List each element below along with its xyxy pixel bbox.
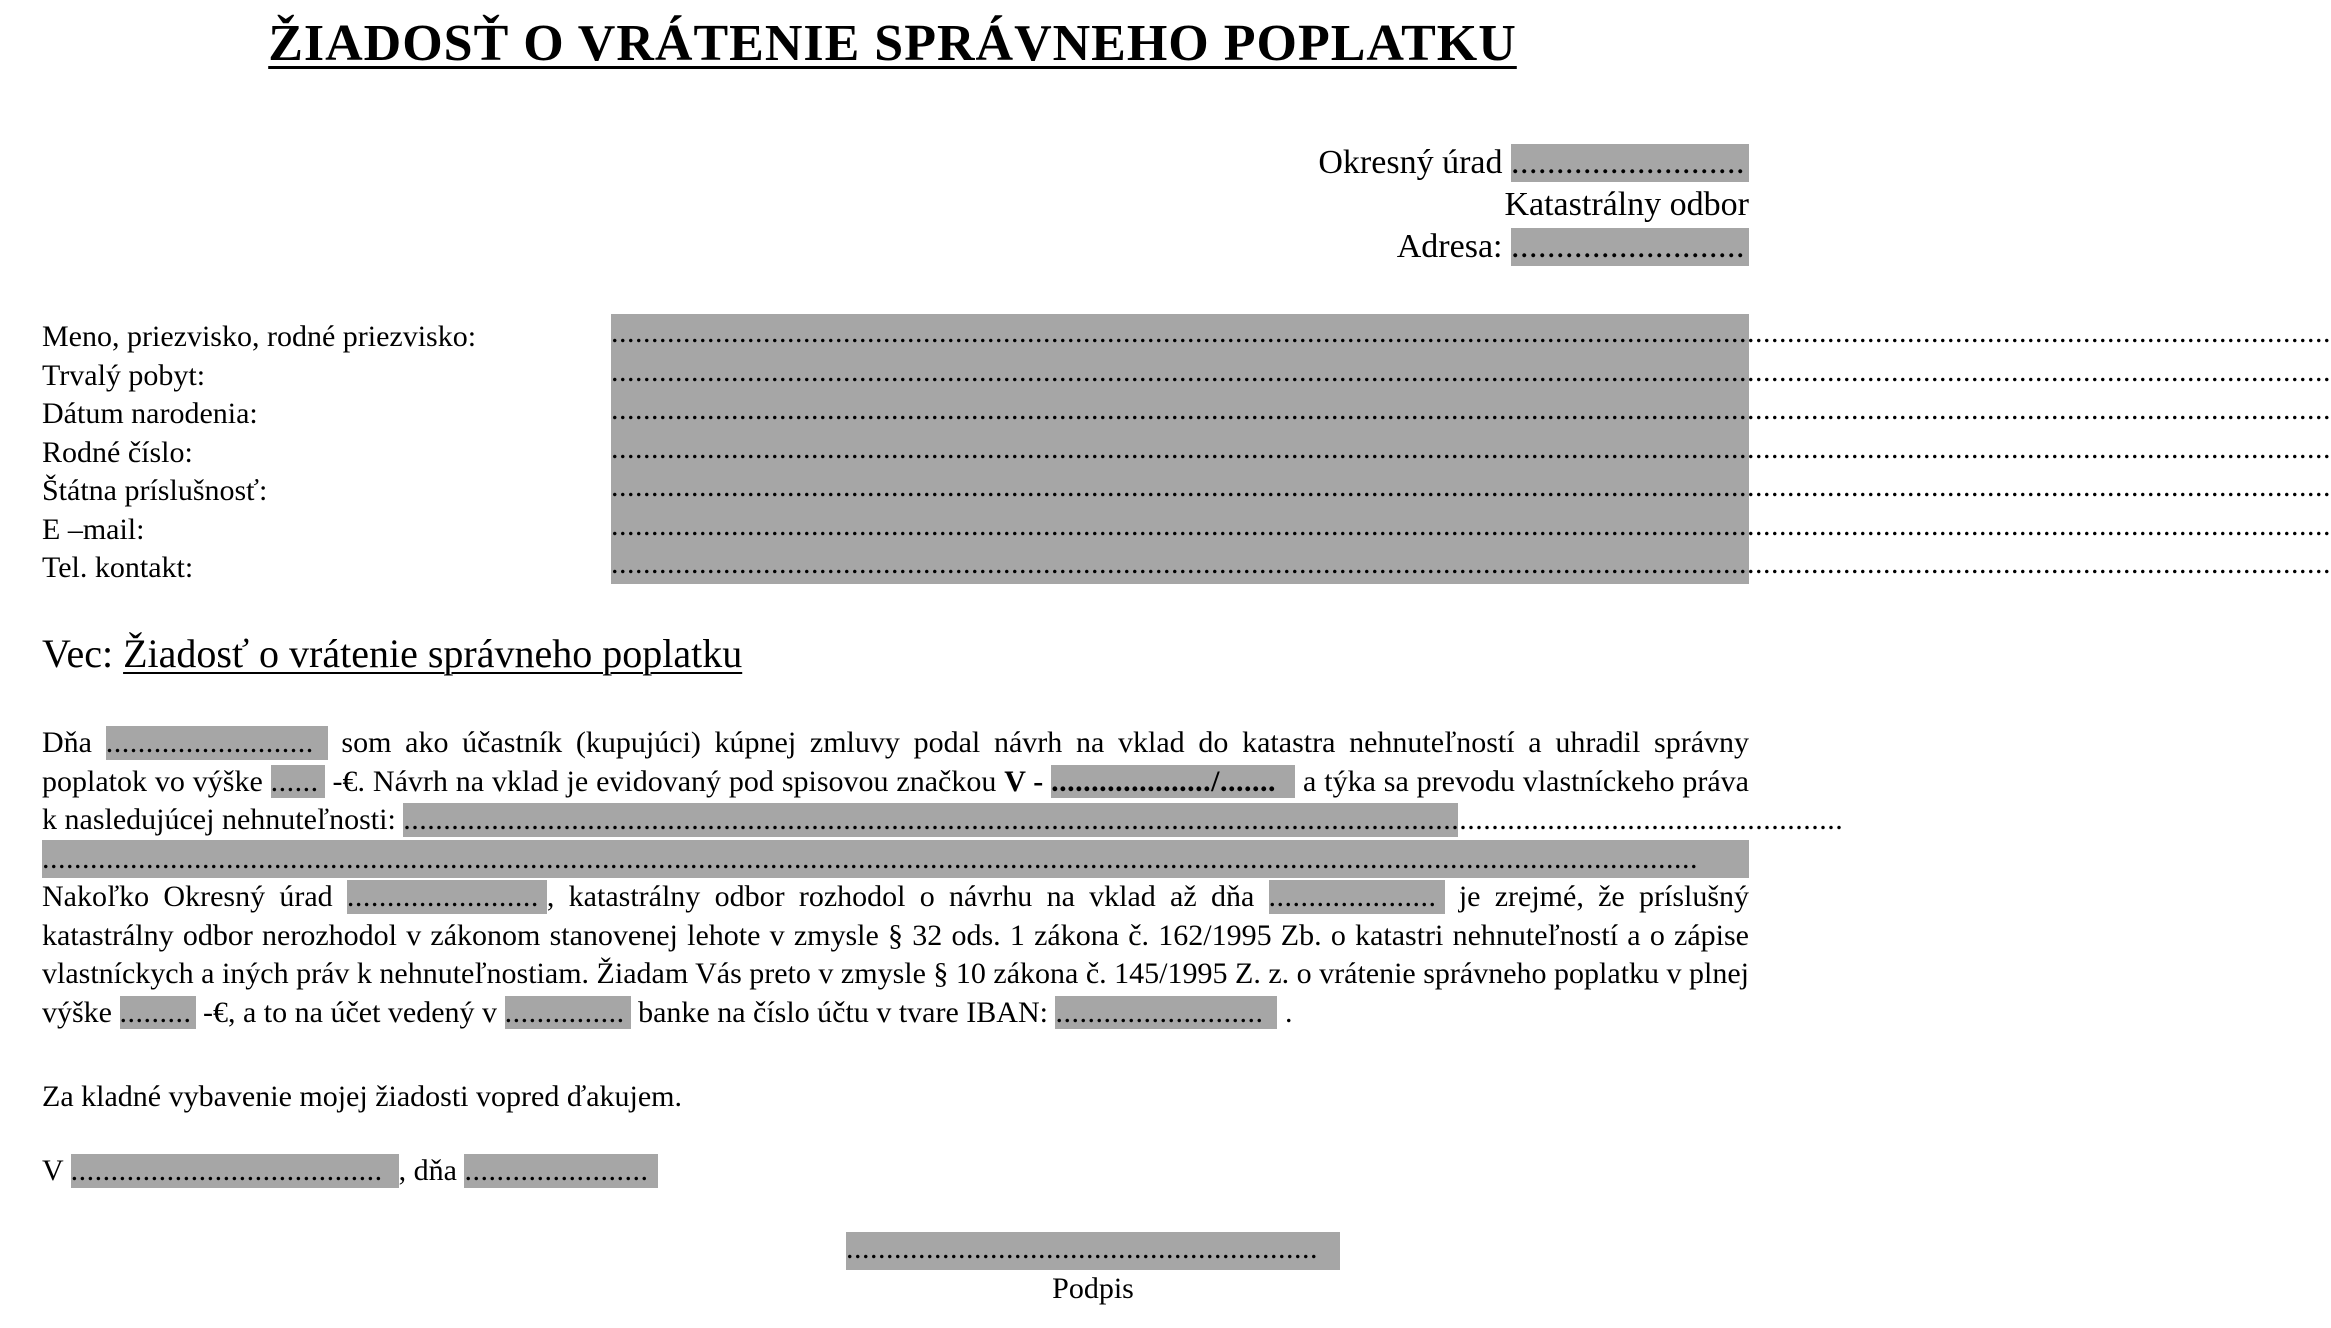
p2-text-a: Nakoľko Okresný úrad bbox=[42, 880, 333, 913]
p1-text-a: Dňa bbox=[42, 726, 92, 759]
subject-prefix: Vec: bbox=[42, 631, 114, 676]
adresa-field[interactable]: .......................... bbox=[1511, 228, 1749, 266]
adresa-line bbox=[1318, 226, 1749, 268]
office-address-block bbox=[1318, 142, 1749, 268]
person-label-address: Trvalý pobyt: bbox=[42, 358, 206, 392]
signature-block bbox=[846, 1232, 1340, 1306]
applicant-fields bbox=[611, 314, 2331, 584]
request-body bbox=[42, 724, 1844, 1032]
p2-end: . bbox=[1284, 995, 1293, 1029]
place-date-line bbox=[42, 1154, 658, 1188]
subject-text: Žiadosť o vrátenie správneho poplatku bbox=[123, 631, 743, 676]
p1-text-c: -€. Návrh na vklad je evidovaný pod spisovou značkou bbox=[332, 764, 997, 798]
office-line bbox=[1318, 142, 1749, 184]
p2-text-d: -€, a to na účet vedený v bbox=[203, 995, 498, 1029]
p1-text-d: a týka sa prevodu vlastníckeho práva k nasledujúcej nehnuteľnosti: bbox=[42, 764, 1749, 836]
document-title: ŽIADOSŤ O VRÁTENIE SPRÁVNEHO POPLATKU bbox=[268, 15, 1517, 72]
fee-amount-field[interactable]: ...... bbox=[271, 765, 325, 799]
phone-field[interactable]: ....................................................................................................................................................................................................................... bbox=[611, 547, 2331, 580]
katastralny-odbor-label: Katastrálny odbor bbox=[1504, 186, 1749, 223]
person-label-phone: Tel. kontakt: bbox=[42, 551, 194, 584]
property-field[interactable]: .................................................................................................................................................................................... bbox=[403, 803, 1844, 836]
p1-v-label: V - bbox=[1004, 764, 1044, 798]
refund-amount-field[interactable]: ......... bbox=[120, 996, 196, 1030]
decision-date-field[interactable]: ..................... bbox=[1269, 880, 1445, 914]
date-label: , dňa bbox=[398, 1154, 457, 1187]
person-label-name: Meno, priezvisko, rodné priezvisko: bbox=[42, 320, 477, 353]
paragraph-1 bbox=[42, 724, 1844, 840]
email-field[interactable]: ....................................................................................................................................................................................................................... bbox=[611, 508, 2331, 542]
birthdate-field[interactable]: ....................................................................................................................................................................................................................... bbox=[611, 393, 2331, 426]
okresny-urad-label: Okresný úrad bbox=[1318, 144, 1503, 181]
nationality-field[interactable]: ....................................................................................................................................................................................................................... bbox=[611, 470, 2331, 503]
iban-field[interactable]: .......................... bbox=[1055, 996, 1277, 1030]
p2-text-b: , katastrálny odbor rozhodol o návrhu na vklad až dňa bbox=[546, 880, 1255, 913]
place-field[interactable]: ....................................... bbox=[71, 1154, 399, 1188]
place-label: V bbox=[42, 1154, 64, 1187]
subject-line bbox=[42, 630, 742, 677]
submission-date-field[interactable]: .......................... bbox=[106, 726, 328, 760]
p2-text-c: je zrejmé, že príslušný katastrálny odbor nerozhodol v zákonom stanovenej lehote v zmysle § 32 ods. 1 zákona č. 162/1995 Zb. o katastri nehnuteľností a o zápise vlastníckych a iných práv k nehnuteľnostiam. Žiadam Vás preto v zmysle § 10 zákona č. 145/1995 Z. z. o vrátenie správneho poplatku v plnej výške bbox=[42, 880, 1750, 1029]
file-reference-field[interactable]: ..................../....... bbox=[1051, 765, 1295, 799]
p1-text-b: som ako účastník (kupujúci) kúpnej zmluvy podal návrh na vklad do katastra nehnuteľností a uhradil správny poplatok vo výške bbox=[42, 726, 1750, 798]
birth-number-field[interactable]: ....................................................................................................................................................................................................................... bbox=[611, 431, 2331, 465]
name-field[interactable]: ....................................................................................................................................................................................................................... bbox=[611, 316, 2331, 349]
date-field[interactable]: ....................... bbox=[464, 1154, 658, 1188]
person-label-email: E –mail: bbox=[42, 512, 145, 546]
signature-field[interactable]: ........................................................... bbox=[846, 1232, 1340, 1270]
closing-sentence: Za kladné vybavenie mojej žiadosti vopred ďakujem. bbox=[42, 1080, 683, 1113]
bank-name-field[interactable]: ............... bbox=[505, 996, 631, 1030]
person-label-nationality: Štátna príslušnosť: bbox=[42, 474, 268, 507]
okresny-urad-field[interactable]: .......................... bbox=[1511, 144, 1749, 182]
paragraph-2 bbox=[42, 878, 1749, 1032]
signature-label: Podpis bbox=[1052, 1272, 1134, 1305]
property-field-line2[interactable]: ............................................................................................................................................................................................................... bbox=[42, 840, 1749, 879]
adresa-label: Adresa: bbox=[1396, 228, 1503, 265]
person-label-birthdate: Dátum narodenia: bbox=[42, 397, 258, 430]
applicant-labels bbox=[42, 318, 476, 588]
office-name-field[interactable]: ........................ bbox=[347, 880, 547, 914]
p2-text-e: banke na číslo účtu v tvare IBAN: bbox=[638, 995, 1048, 1029]
person-label-birth-number: Rodné číslo: bbox=[42, 435, 193, 469]
address-field[interactable]: ....................................................................................................................................................................................................................... bbox=[611, 354, 2331, 388]
